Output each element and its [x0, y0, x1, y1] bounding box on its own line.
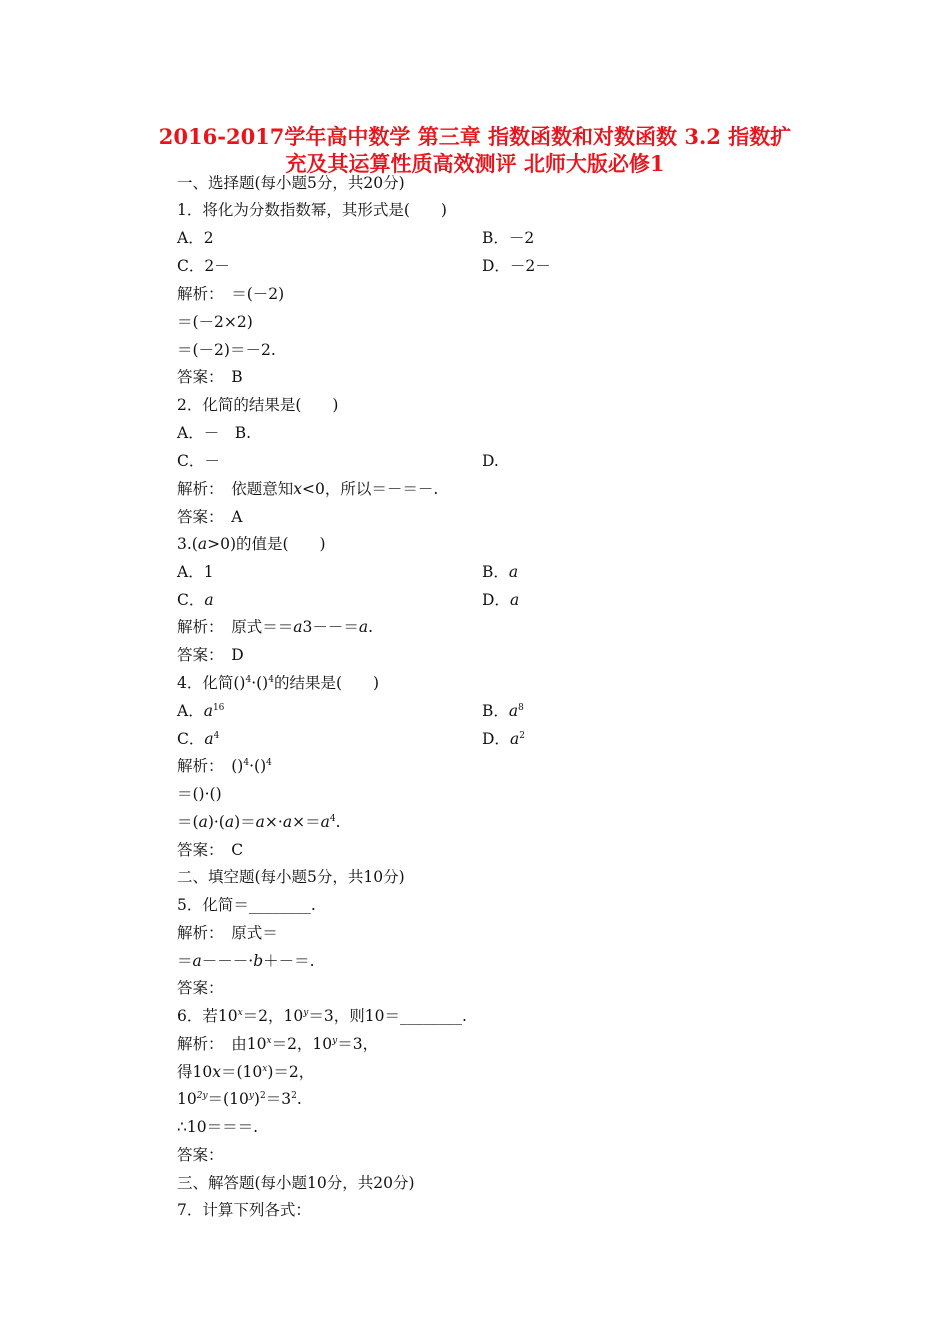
q4-solution-line-3: $=(a)\cdot(a)=a\times\cdot a\times=a^4$. — [177, 813, 341, 831]
q4-option-c: C．$a^4$ — [177, 730, 220, 748]
q4-answer: 答案： C — [177, 841, 244, 859]
q6-stem: 6．若$10^x=2$，$10^y=3$，则10＝________. — [177, 1007, 467, 1025]
q5-solution-line-1: 解析： 原式＝ — [177, 924, 278, 942]
q4-option-b: B．$a^8$ — [482, 702, 524, 720]
q3-solution: 解析： 原式＝＝a3－－＝a. — [177, 618, 374, 636]
q1-stem: 1．将化为分数指数幂，其形式是( ) — [177, 201, 447, 219]
q4-solution-line-1: 解析： ()$^4$·()$^4$ — [177, 757, 272, 775]
q2-option-d: D. — [482, 452, 499, 470]
q2-options-ab: A．－ B. — [177, 424, 252, 442]
q4-stem: 4．化简()$^4$·()$^4$的结果是( ) — [177, 674, 380, 692]
q6-answer: 答案： — [177, 1146, 224, 1164]
q7-stem: 7．计算下列各式： — [177, 1201, 311, 1219]
q1-solution-line-1: 解析： ＝(－2) — [177, 285, 285, 303]
q3-option-a: A．1 — [177, 563, 214, 581]
q4-option-d: D．$a^2$ — [482, 730, 525, 748]
q3-option-c: C．a — [177, 591, 214, 609]
q5-solution-line-2: ＝a－－－·b＋－＝. — [177, 952, 315, 970]
q1-option-c: C．2－ — [177, 257, 230, 275]
q6-solution-line-3: $10^{2y}=(10^y)^2=3^2$. — [177, 1090, 302, 1108]
q6-solution-line-4: ∴10＝＝＝. — [177, 1118, 259, 1136]
q2-solution: 解析： 依题意知x<0，所以＝－＝－. — [177, 480, 439, 498]
q1-answer: 答案： B — [177, 368, 243, 386]
q6-solution-line-2: 得$10x=(10^x)=2$， — [177, 1063, 315, 1081]
q1-option-a: A．2 — [177, 229, 214, 247]
q5-stem: 5．化简＝________. — [177, 896, 316, 914]
document-title-line-2: 充及其运算性质高效测评 北师大版必修1 — [285, 151, 665, 176]
q5-answer: 答案： — [177, 979, 224, 997]
q1-solution-line-3: ＝(－2)＝－2. — [177, 341, 276, 359]
q3-answer: 答案： D — [177, 646, 244, 664]
section-2-header: 二、填空题(每小题5分，共10分) — [177, 868, 405, 886]
q2-stem: 2．化简的结果是( ) — [177, 396, 339, 414]
q2-answer: 答案： A — [177, 508, 243, 526]
q3-option-b: B．a — [482, 563, 519, 581]
q4-option-a: A．$a^{16}$ — [177, 702, 225, 720]
q3-stem: 3.(a>0)的值是( ) — [177, 535, 326, 553]
q1-option-b: B．－2 — [482, 229, 535, 247]
q1-solution-line-2: ＝(－2×2) — [177, 313, 253, 331]
q3-option-d: D．a — [482, 591, 520, 609]
q1-option-d: D．－2－ — [482, 257, 551, 275]
q2-option-c: C．－ — [177, 452, 220, 470]
document-title-line-1: 2016-2017学年高中数学 第三章 指数函数和对数函数 3.2 指数扩 — [158, 124, 792, 149]
section-3-header: 三、解答题(每小题10分，共20分) — [177, 1174, 415, 1192]
q6-solution-line-1: 解析： 由$10^x=2$，$10^y=3$， — [177, 1035, 379, 1053]
section-1-header: 一、选择题(每小题5分，共20分) — [177, 174, 405, 192]
q4-solution-line-2: ＝()·() — [177, 785, 222, 803]
